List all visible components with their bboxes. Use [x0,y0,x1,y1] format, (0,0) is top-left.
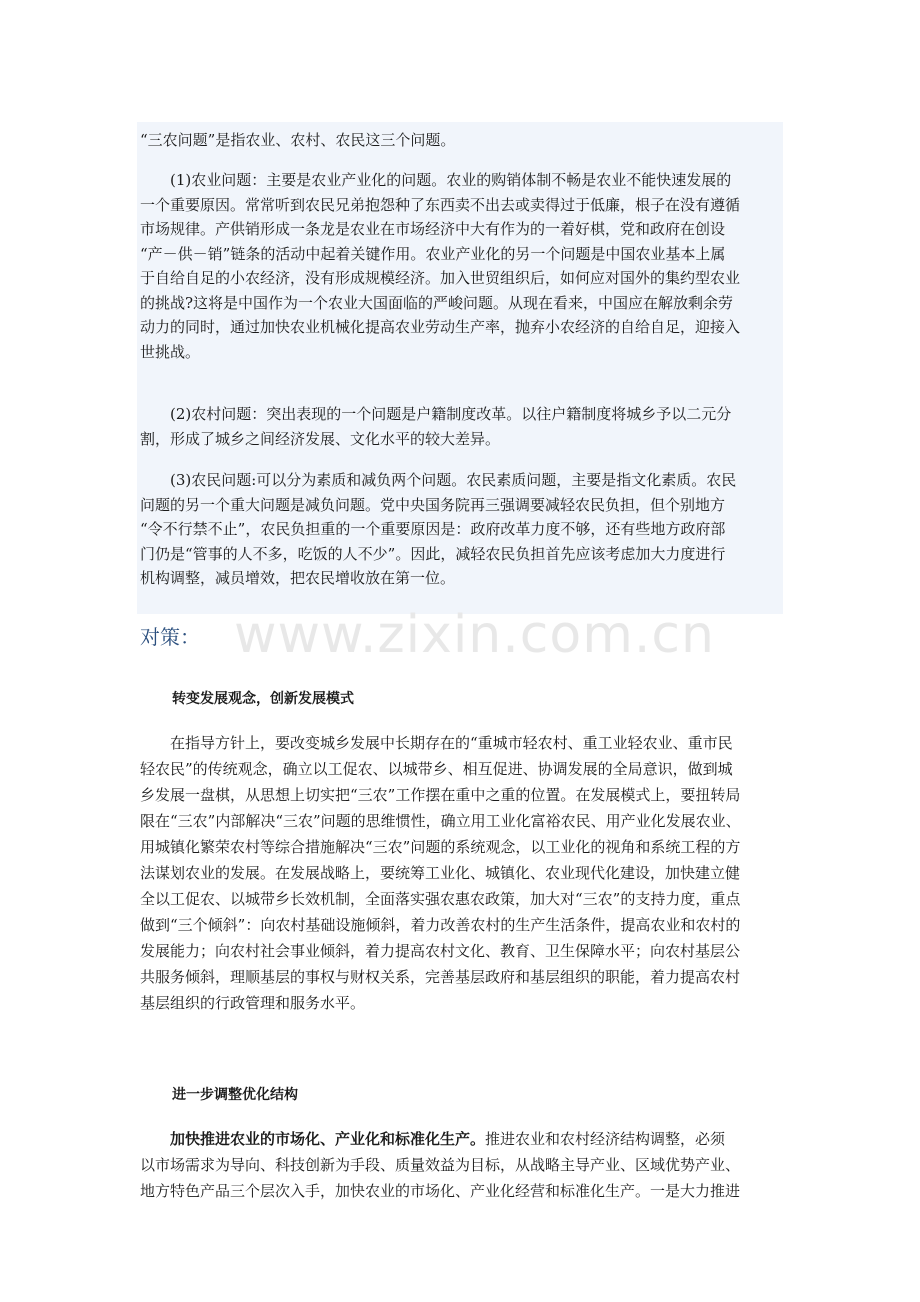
text-line: 问题的另一个重大问题是减负问题。党中央国务院再三强调要减轻农民负担，但个别地方 [140,495,726,514]
development-paragraph [140,730,786,1016]
text-line: 地方特色产品三个层次入手，加快农业的市场化、产业化经营和标准化生产。一是大力推进 [140,1182,741,1200]
text-line: 市场规律。产供销形成一条龙是农业在市场经济中大有作为的一着好棋，党和政府在创设 [140,220,726,238]
text-line: “产－供－销”链条的活动中起着关键作用。农业产业化的另一个问题是中国农业基本上属 [140,244,726,263]
text-line: 一个重要原因。常常听到农民兄弟抱怨种了东西卖不出去或卖得过于低廉，根子在没有遵循 [140,195,741,214]
agriculture-paragraph [140,168,780,364]
text-line: (1)农业问题：主要是农业产业化的问题。农业的购销体制不畅是农业不能快速发展的 [140,171,732,189]
text-line: “三农问题”是指农业、农村、农民这三个问题。 [140,131,456,149]
text-line: 限在“三农”内部解决“三农”问题的思维惯性，确立用工业化富裕农民、用产业化发展农业、 [140,812,741,830]
text-line: 发展能力；向农村社会事业倾斜，着力提高农村文化、教育、卫生保障水平；向农村基层公 [140,942,741,960]
text-line: 在指导方针上，要改变城乡发展中长期存在的“重城市轻农村、重工业轻农业、重市民 [140,734,733,752]
text-line: 法谋划农业的发展。在发展战略上，要统筹工业化、城镇化、农业现代化建设，加快建立健 [140,864,741,882]
text-line: 用城镇化繁荣农村等综合措施解决“三农”问题的系统观念，以工业化的视角和系统工程的方 [140,838,741,856]
text-line: (2)农村问题：突出表现的一个问题是户籍制度改革。以往户籍制度将城乡予以二元分 [140,405,732,423]
text-line: 共服务倾斜，理顺基层的事权与财权关系，完善基层政府和基层组织的职能，着力提高农村 [140,968,741,986]
text-line: 门仍是“管事的人不多，吃饭的人不少”。因此，减轻农民负担首先应该考虑加大力度进行 [140,544,726,563]
text-line: 基层组织的行政管理和服务水平。 [140,994,366,1012]
text-line: (3)农民问题:可以分为素质和减负两个问题。农民素质问题，主要是指文化素质。农民 [140,471,737,489]
text-line: 以市场需求为导向、科技创新为手段、质量效益为目标，从战略主导产业、区域优势产业、 [140,1156,741,1174]
text-line: 乡发展一盘棋，从思想上切实把“三农”工作摆在重中之重的位置。在发展模式上，要扭转局 [140,786,741,804]
text-line: 动力的同时，通过加快农业机械化提高农业劳动生产率，抛弃小农经济的自给自足，迎接入 [140,318,741,336]
farmer-paragraph [140,468,780,591]
text-line: 的挑战?这将是中国作为一个农业大国面临的严峻问题。从现在看来，中国应在解放剩余劳 [140,293,734,312]
intro-paragraph [140,128,780,153]
shaded-block [137,122,783,614]
text-line: 轻农民”的传统观念，确立以工促农、以城带乡、相互促进、协调发展的全局意识，做到城 [140,760,733,778]
text-line: “令不行禁不止”，农民负担重的一个重要原因是：政府改革力度不够，还有些地方政府部 [140,520,726,538]
structure-paragraph [140,1126,786,1204]
countermeasures-heading: 对策： [140,625,200,649]
text-line: 于自给自足的小农经济，没有形成规模经济。加入世贸组织后，如何应对国外的集约型农业 [140,269,741,287]
text-line: 机构调整，减员增效，把农民增收放在第一位。 [140,569,456,587]
text-line [140,1126,786,1152]
text-line: 世挑战。 [140,342,201,361]
text-line: 做到“三个倾斜”：向农村基础设施倾斜，着力改善农村的生产生活条件，提高农业和农村的 [140,916,741,934]
subhead-development-model: 转变发展观念，创新发展模式 [172,691,354,707]
text-line: 割，形成了城乡之间经济发展、文化水平的较大差异。 [140,429,501,448]
subhead-structure: 进一步调整优化结构 [172,1087,298,1103]
bold-lead: 加快推进农业的市场化、产业化和标准化生产。 [140,1130,486,1148]
watermark: www.zixin.com.cn [234,605,715,665]
text-line: 全以工促农、以城带乡长效机制，全面落实强农惠农政策，加大对“三农”的支持力度，重点 [140,890,741,908]
lead-rest: 推进农业和农村经济结构调整，必须 [485,1130,726,1148]
rural-paragraph [140,402,780,451]
